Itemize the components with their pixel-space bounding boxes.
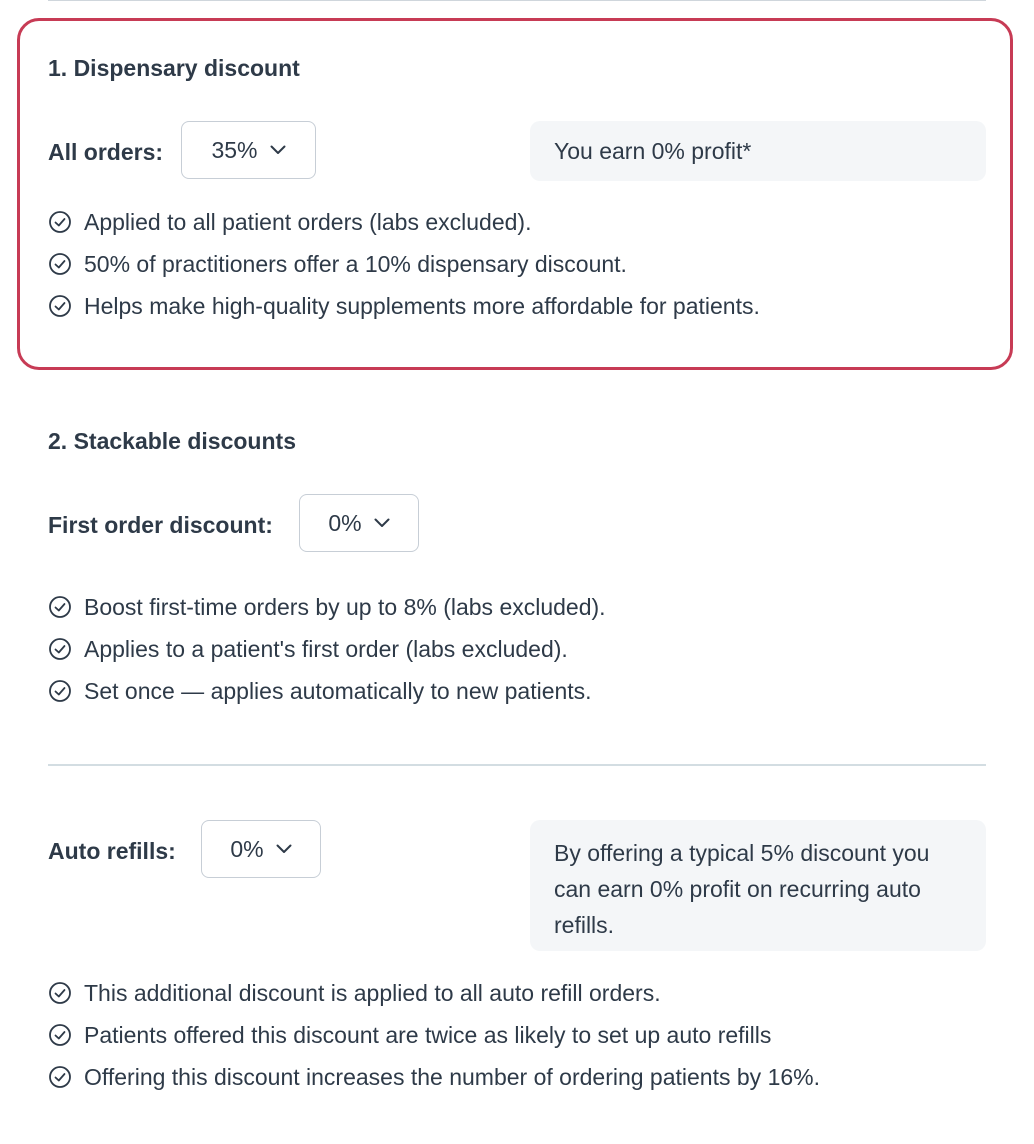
- all-orders-value: 35%: [211, 136, 258, 163]
- section-divider: [48, 764, 986, 766]
- list-item: [48, 972, 820, 1014]
- all-orders-select[interactable]: [181, 121, 316, 179]
- dispensary-discount-title: 1. Dispensary discount: [48, 55, 300, 81]
- check-circle-icon: [48, 637, 72, 661]
- check-circle-icon: [48, 294, 72, 318]
- benefit-text: Applies to a patient's first order (labs excluded).: [84, 635, 568, 662]
- benefit-text: This additional discount is applied to all auto refill orders.: [84, 979, 661, 1006]
- chevron-down-icon: [276, 844, 292, 854]
- list-item: [48, 243, 760, 285]
- dispensary-benefits-list: [48, 201, 760, 327]
- first-order-benefits-list: [48, 586, 606, 712]
- auto-refills-label: Auto refills:: [48, 838, 176, 864]
- auto-refills-info-box: [530, 820, 986, 951]
- check-circle-icon: [48, 595, 72, 619]
- profit-text: You earn 0% profit*: [554, 138, 752, 164]
- check-circle-icon: [48, 981, 72, 1005]
- first-order-select[interactable]: [299, 494, 419, 552]
- check-circle-icon: [48, 252, 72, 276]
- all-orders-label: All orders:: [48, 139, 164, 165]
- list-item: [48, 201, 760, 243]
- first-order-label: First order discount:: [48, 512, 273, 538]
- auto-refills-value: 0%: [230, 835, 264, 862]
- auto-refills-benefits-list: [48, 972, 820, 1098]
- benefit-text: Helps make high-quality supplements more affordable for patients.: [84, 292, 760, 319]
- list-item: [48, 670, 606, 712]
- benefit-text: 50% of practitioners offer a 10% dispensary discount.: [84, 250, 627, 277]
- stackable-discounts-title: 2. Stackable discounts: [48, 428, 296, 454]
- list-item: [48, 285, 760, 327]
- list-item: [48, 1014, 820, 1056]
- top-divider: [48, 0, 986, 1]
- list-item: [48, 586, 606, 628]
- chevron-down-icon: [270, 145, 286, 155]
- benefit-text: Set once — applies automatically to new patients.: [84, 677, 592, 704]
- check-circle-icon: [48, 1023, 72, 1047]
- check-circle-icon: [48, 1065, 72, 1089]
- check-circle-icon: [48, 679, 72, 703]
- list-item: [48, 1056, 820, 1098]
- check-circle-icon: [48, 210, 72, 234]
- auto-refills-select[interactable]: [201, 820, 321, 878]
- list-item: [48, 628, 606, 670]
- chevron-down-icon: [374, 518, 390, 528]
- benefit-text: Patients offered this discount are twice as likely to set up auto refills: [84, 1021, 772, 1048]
- auto-refills-info-text: By offering a typical 5% discount you can earn 0% profit on recurring auto refills.: [554, 840, 930, 938]
- benefit-text: Offering this discount increases the number of ordering patients by 16%.: [84, 1063, 820, 1090]
- benefit-text: Applied to all patient orders (labs excluded).: [84, 208, 532, 235]
- profit-info-box: [530, 121, 986, 181]
- first-order-value: 0%: [328, 509, 362, 536]
- benefit-text: Boost first-time orders by up to 8% (labs excluded).: [84, 593, 606, 620]
